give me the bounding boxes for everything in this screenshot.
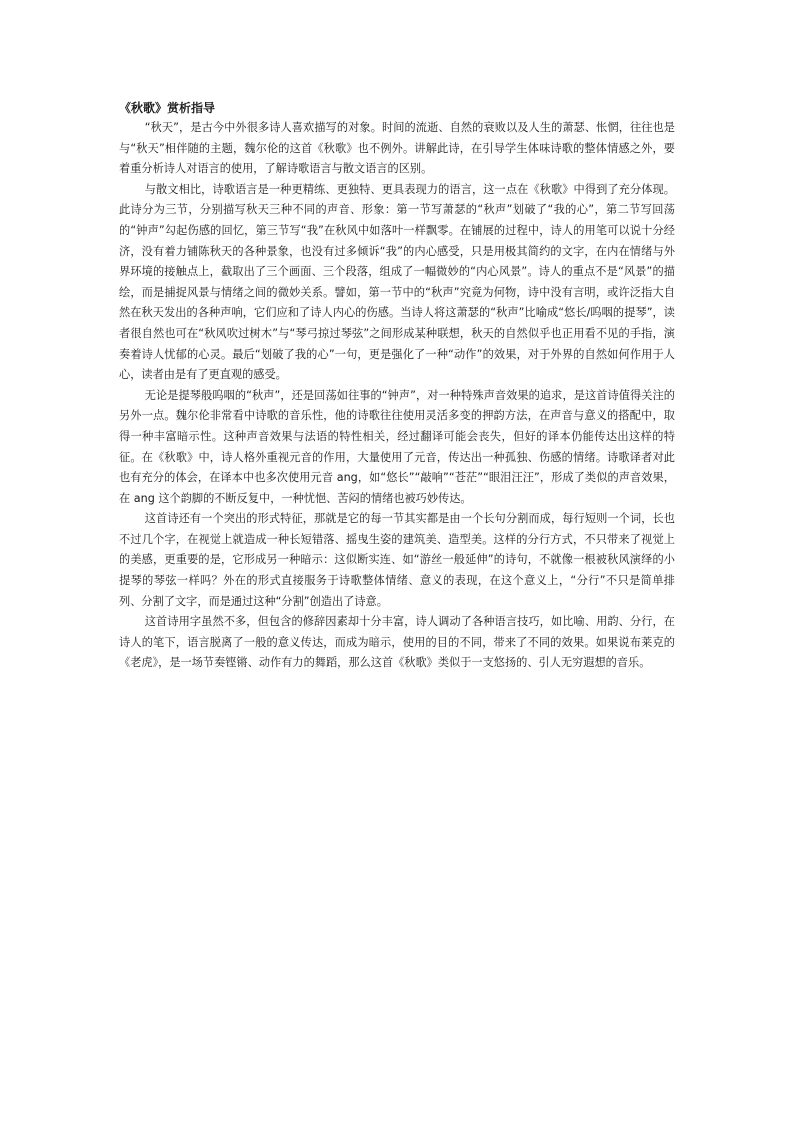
document-title: 《秋歌》赏析指导 (119, 101, 216, 115)
paragraph-1: “秋天”，是古今中外很多诗人喜欢描写的对象。时间的流逝、自然的衰败以及人生的萧瑟、怅惘，往往也是与“秋天”相伴随的主题，魏尔伦的这首《秋歌》也不例外。讲解此诗，在引导学生体味诗歌的整体情感之外，要着重分析诗人对语言的使用，了解诗歌语言与散文语言的区别。 (119, 121, 675, 176)
paragraph-4: 这首诗还有一个突出的形式特征，那就是它的每一节其实都是由一个长句分割而成，每行短则一个词，长也不过几个字，在视觉上就造成一种长短错落、摇曳生姿的建筑美、造型美。这样的分行方式，不只带来了视觉上的美感，更重要的是，它形成另一种暗示：这似断实连、如“游丝一般延伸”的诗句，不就像一根被秋风演绎的小提琴的琴弦一样吗？外在的形式直接服务于诗歌整体情绪、意义的表现，在这个意义上，“分行”不只是简单排列、分割了文字，而是通过这种“分割”创造出了诗意。 (119, 512, 675, 608)
paragraph-5: 这首诗用字虽然不多，但包含的修辞因素却十分丰富，诗人调动了各种语言技巧，如比喻、用韵、分行，在诗人的笔下，语言脱离了一般的意义传达，而成为暗示，使用的目的不同，带来了不同的效果。如果说布莱克的《老虎》，是一场节奏铿锵、动作有力的舞蹈，那么这首《秋歌》类似于一支悠扬的、引人无穷遐想的音乐。 (119, 615, 675, 670)
document-page (119, 98, 675, 674)
paragraph-2: 与散文相比，诗歌语言是一种更精练、更独特、更具表现力的语言，这一点在《秋歌》中得到了充分体现。此诗分为三节，分别描写秋天三种不同的声音、形象：第一节写萧瑟的“秋声”划破了“我的心”，第二节写回荡的“钟声”勾起伤感的回忆，第三节写“我”在秋风中如落叶一样飘零。在铺展的过程中，诗人的用笔可以说十分经济，没有着力铺陈秋天的各种景象，也没有过多倾诉“我”的内心感受，只是用极其简约的文字，在内在情绪与外界环境的接触点上，截取出了三个画面、三个段落，组成了一幅微妙的“内心风景”。诗人的重点不是“风景”的描绘，而是捕捉风景与情绪之间的微妙关系。譬如，第一节中的“秋声”究竟为何物，诗中没有言明，或许泛指大自然在秋天发出的各种声响，它们应和了诗人内心的伤感。当诗人将这萧瑟的“秋声”比喻成“悠长/呜咽的提琴”，读者很自然也可在“秋风吹过树木”与“琴弓掠过琴弦”之间形成某种联想，秋天的自然似乎也正用看不见的手指，演奏着诗人忧郁的心灵。最后“划破了我的心”一句，更是强化了一种“动作”的效果，对于外界的自然如何作用于人心，读者由是有了更直观的感受。 (119, 182, 675, 382)
paragraph-3: 无论是提琴般呜咽的“秋声”，还是回荡如往事的“钟声”，对一种特殊声音效果的追求，是这首诗值得关注的另外一点。魏尔伦非常看中诗歌的音乐性，他的诗歌往往使用灵活多变的押韵方法，在声音与意义的搭配中，取得一种丰富暗示性。这种声音效果与法语的特性相关，经过翻译可能会丧失，但好的译本仍能传达出这样的特征。在《秋歌》中，诗人格外重视元音的作用，大量使用了元音，传达出一种孤独、伤感的情绪。诗歌译者对此也有充分的体会，在译本中也多次使用元音 ang，如“悠长”“敲响”“苍茫”“眼泪汪汪”，形成了类似的声音效果，在 ang 这个韵脚的不断反复中，一种忧悒、苦闷的情绪也被巧妙传达。 (119, 388, 675, 505)
